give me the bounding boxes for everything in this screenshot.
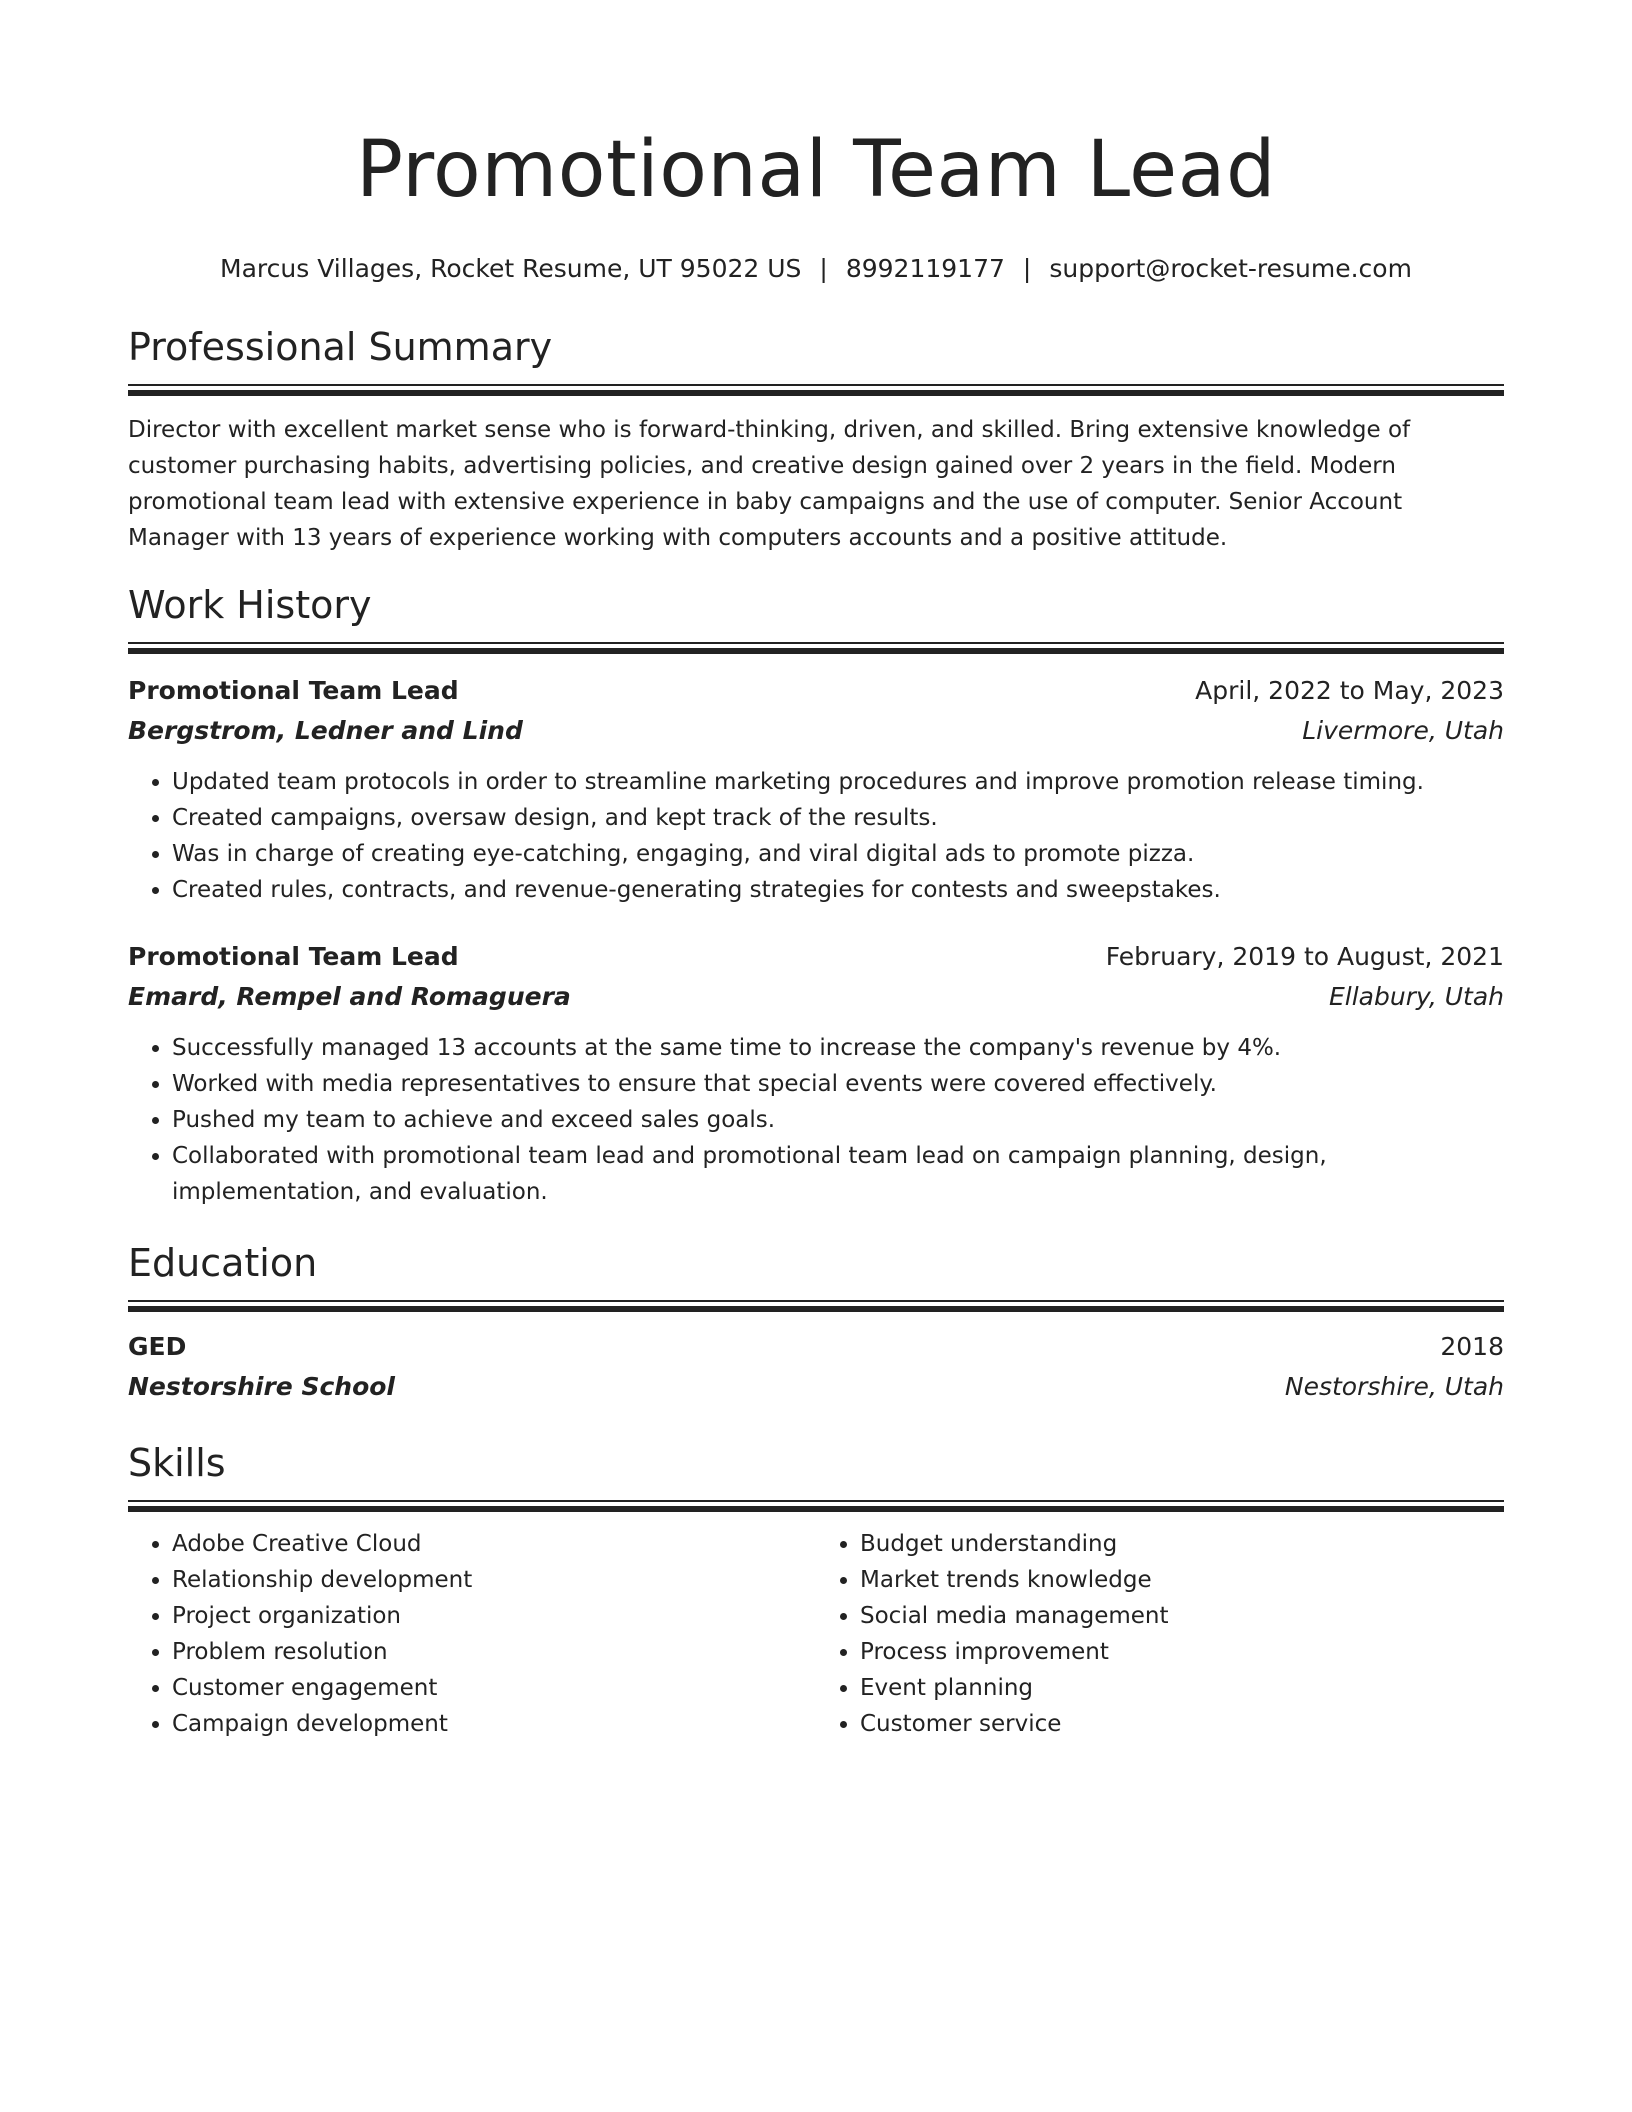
job-company: Bergstrom, Ledner and Lind [128, 716, 523, 745]
job-dates: February, 2019 to August, 2021 [1105, 942, 1504, 971]
job-entry [128, 938, 1504, 1210]
section-divider [128, 642, 1504, 654]
contact-address: Marcus Villages, Rocket Resume, UT 95022 US [220, 254, 802, 283]
education-entry [128, 1328, 1504, 1406]
job-title: Promotional Team Lead [128, 676, 459, 705]
education-location: Nestorshire, Utah [1284, 1372, 1504, 1401]
job-dates: April, 2022 to May, 2023 [1195, 676, 1504, 705]
job-entry [128, 672, 1504, 908]
resume-content [128, 0, 1504, 1742]
job-bullet: • Pushed my team to achieve and exceed sales goals. [172, 1102, 1504, 1138]
job-location: Ellabury, Utah [1328, 982, 1504, 1011]
contact-email: support@rocket-resume.com [1049, 254, 1412, 283]
job-bullet: • Worked with media representatives to ensure that special events were covered effectively. [172, 1066, 1504, 1102]
skills-grid [128, 1526, 1504, 1742]
job-header-row [128, 938, 1504, 976]
job-location: Livermore, Utah [1302, 716, 1504, 745]
skill-item: • Market trends knowledge [860, 1562, 1504, 1598]
education-year: 2018 [1440, 1332, 1504, 1361]
skill-item: • Project organization [172, 1598, 816, 1634]
skills-column-right [816, 1526, 1504, 1742]
job-bullet: • Was in charge of creating eye-catching, engaging, and viral digital ads to promote pizza. [172, 836, 1504, 872]
section-divider [128, 1500, 1504, 1512]
section-divider [128, 384, 1504, 396]
skill-item: • Relationship development [172, 1562, 816, 1598]
section-title-work-history: Work History [128, 583, 372, 627]
section-title-skills: Skills [128, 1441, 226, 1485]
contact-line [128, 252, 1504, 286]
skill-item: • Customer engagement [172, 1670, 816, 1706]
job-bullet: • Created rules, contracts, and revenue-generating strategies for contests and sweepstakes. [172, 872, 1504, 908]
skill-item: • Campaign development [172, 1706, 816, 1742]
contact-separator: | [1022, 254, 1032, 283]
skill-item: • Process improvement [860, 1634, 1504, 1670]
section-title-education: Education [128, 1241, 318, 1285]
job-bullets [128, 1030, 1504, 1210]
resume-name: Promotional Team Lead [356, 125, 1276, 215]
job-bullet: • Collaborated with promotional team lead and promotional team lead on campaign planning, design, implementation, and evaluation. [172, 1138, 1504, 1210]
job-company-row [128, 978, 1504, 1016]
job-title: Promotional Team Lead [128, 942, 459, 971]
skill-item: • Social media management [860, 1598, 1504, 1634]
job-bullets [128, 764, 1504, 908]
job-bullet: • Successfully managed 13 accounts at the same time to increase the company's revenue by 4%. [172, 1030, 1504, 1066]
skill-item: • Adobe Creative Cloud [172, 1526, 816, 1562]
summary-text: Director with excellent market sense who is forward-thinking, driven, and skilled. Bring extensive knowledge of customer purchasing habits, advertising policies, and creative design gained over 2 years in the field. Modern promotional team lead with extensive experience in baby campaigns and the use of computer. Senior Account Manager with 13 years of experience working with computers accounts and a positive attitude. [128, 417, 1411, 551]
skill-item: • Event planning [860, 1670, 1504, 1706]
job-bullet: • Updated team protocols in order to streamline marketing procedures and improve promotion release timing. [172, 764, 1504, 800]
section-title-summary: Professional Summary [128, 325, 553, 369]
skill-item: • Budget understanding [860, 1526, 1504, 1562]
contact-separator: | [819, 254, 828, 283]
skills-column-left [128, 1526, 816, 1742]
job-bullet: • Created campaigns, oversaw design, and kept track of the results. [172, 800, 1504, 836]
education-school-row [128, 1368, 1504, 1406]
job-header-row [128, 672, 1504, 710]
skill-item: • Customer service [860, 1706, 1504, 1742]
job-company-row [128, 712, 1504, 750]
job-company: Emard, Rempel and Romaguera [128, 982, 571, 1011]
education-school: Nestorshire School [128, 1372, 395, 1401]
skill-item: • Problem resolution [172, 1634, 816, 1670]
section-divider [128, 1300, 1504, 1312]
education-header-row [128, 1328, 1504, 1366]
education-degree: GED [128, 1332, 187, 1361]
contact-phone: 8992119177 [845, 254, 1005, 283]
